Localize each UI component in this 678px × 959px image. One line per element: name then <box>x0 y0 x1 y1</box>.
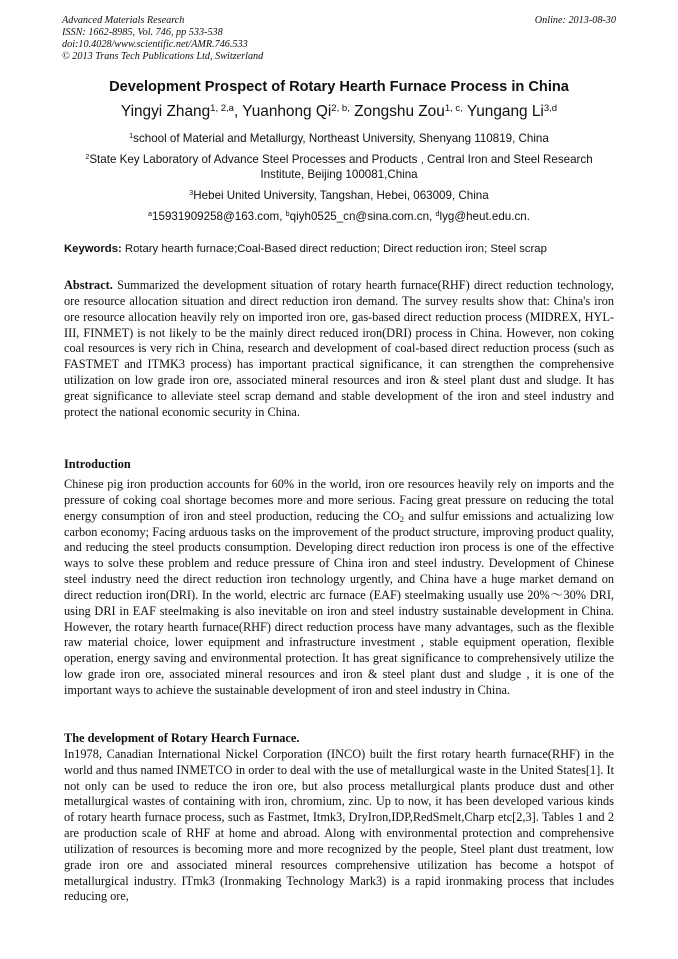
abstract <box>64 278 614 421</box>
affiliation-text: Hebei United University, Tangshan, Hebei, 063009, China <box>193 189 489 202</box>
author-name: Yuanhong Qi <box>242 103 332 120</box>
email-link[interactable]: 15931909258@163.com, <box>152 210 283 223</box>
journal-meta <box>62 15 263 63</box>
author-name: Yungang Li <box>466 103 544 120</box>
author-sup: 2, b, <box>331 102 350 114</box>
introduction-text: Chinese pig iron production accounts for 60% in the world, iron ore resources heavily rely on imports and the pressure of coking coal shortage becomes more and more serious. Facing great pressure on reducing the total energy consumption of iron and steel production, reducing the CO <box>64 477 614 523</box>
email-sup: b <box>285 209 290 219</box>
section-text: In1978, Canadian International Nickel Corporation (INCO) built the first rotary hearth furnace(RHF) in the world and thus named INMETCO in order to deal with the use of metallurgical waste in the United States[1]. It not only can be used to reduce the iron ore, but also process metallurgical plants produce dust and other metallurgical wastes of containing with iron, chromium, zinc. Up to now, it has been developed various kinds of rotary hearth furnace process, such as Fastmet, Itmk3, DryIron,IDP,RedSmelt,Charp etc[2,3]. Tables 1 and 2 are production scale of RHF at home and abroad. Along with environmental protection and comprehensive utilization of resources is becoming more and more recognized by the people, Steel plant dust treatment, low grade iron ore and associated mineral resources comprehensive utilization has become a hotspot of metallurgical industry. ITmk3 (Ironmaking Technology Mark3) is a rapid ironmaking process that includes reducing ore, <box>64 746 614 904</box>
author-sup: 3,d <box>543 102 558 114</box>
email-sup: d <box>435 209 440 219</box>
affiliation-sup: 2 <box>85 152 90 162</box>
author-name: Zongshu Zou <box>354 103 445 120</box>
journal-name: Advanced Materials Research <box>62 15 185 26</box>
email-link[interactable]: qiyh0525_cn@sina.com.cn, <box>289 210 433 223</box>
abstract-label: Abstract. <box>64 278 113 292</box>
keywords-text: Rotary hearth furnace;Coal-Based direct reduction; Direct reduction iron; Steel scrap <box>124 243 547 255</box>
introduction-text-continued: and sulfur emissions and actualizing low carbon economy; Facing arduous tasks on the improvement of the product structure, improving product quality, and reducing the steel products consumption. Developing direct reduction iron process is one of the effective ways to solve these problem and reduce pressure of China iron and steel industry. Development of Chinese steel industry need the direct reduction iron technology urgently, and China have a huge market demand on direct reduction iron(DRI). In the world, electric arc furnace (EAF) steelmaking usually use 20%～30% DRI, using DRI in EAF steelmaking is also inevitable on iron and steel industry sustainable development in China. However, the rotary hearth furnace(RHF) direct reduction process have many advantages, such as the flexible raw material choice, lower equipment and infrastructure investment , stable equipment operation, flexible operation, energy saving and environmental protection. It has great significance to comprehensively utilize the low grade iron ore, associated mineral resources and iron & steel plant dust and sludge , it is one of the important ways to achieve the sustainable development of iron and steel industry in China. <box>64 508 614 697</box>
doi: doi:10.4028/www.scientific.net/AMR.746.533 <box>62 39 248 50</box>
subscript: 2 <box>399 513 405 524</box>
introduction-heading: Introduction <box>64 457 131 471</box>
author-list: Yingyi Zhang$^{1, 2,a}$, Yuanhong $Qi^{2, b,}$ Zongshu Zou$^{1, c,}$ Yungang Li$^{3,d}$ <box>120 102 558 120</box>
section-rhf-development <box>64 731 614 905</box>
copyright: © 2013 Trans Tech Publications Ltd, Switzerland <box>62 51 264 62</box>
author-emails <box>40 209 638 224</box>
affiliation-2 <box>64 152 614 182</box>
email-sup: a <box>148 209 153 219</box>
affiliation-sup: 3 <box>189 188 194 198</box>
issn: ISSN: 1662-8985, Vol. 746, pp 533-538 <box>62 27 223 38</box>
affiliation-text: State Key Laboratory of Advance Steel Processes and Products , Central Iron and Steel Research Institute, Beijing 100081,China <box>89 153 593 181</box>
introduction-body <box>64 477 614 699</box>
section-heading: The development of Rotary Hearch Furnace. <box>64 731 300 745</box>
email-link[interactable]: lyg@heut.edu.cn. <box>439 210 530 223</box>
affiliation-3 <box>40 188 638 203</box>
keywords <box>64 243 624 255</box>
paper-title: Development Prospect of Rotary Hearth Furnace Process in China <box>109 79 569 95</box>
affiliation-text: school of Material and Metallurgy, Northeast University, Shenyang 110819, China <box>133 132 549 145</box>
abstract-text: Summarized the development situation of rotary hearth furnace(RHF) direct reduction technology, ore resource allocation situation and direct reduction iron demand. The survey results show that: China's iron ore resource allocation heavily rely on imported iron ore, gas-based direct reduction process (MIDREX, HYL-III, FINMET) is not likely to be the mainly direct reduced iron(DRI) process in China. However, non coking coal resources is very rich in China, research and development of coal-based direct reduction process (such as FASTMET and ITMK3 process) has important practical significance, it can strengthen the comprehensive utilization on low grade iron ore, associated mineral resources and iron & steel plant dust and sludge. It has great significance to alleviate steel scrap demand and stable development of the iron and steel industry and protect the national economic security in China. <box>64 278 615 419</box>
online-date: Online: 2013-08-30 <box>534 15 616 26</box>
author-name: Yingyi Zhang <box>120 103 211 120</box>
affiliation-sup: 1 <box>129 131 134 141</box>
keywords-label: Keywords: <box>64 243 122 255</box>
affiliation-1 <box>40 131 638 146</box>
author-sup: 1, c, <box>444 102 463 114</box>
author-sup: 1, 2,a <box>210 102 234 114</box>
